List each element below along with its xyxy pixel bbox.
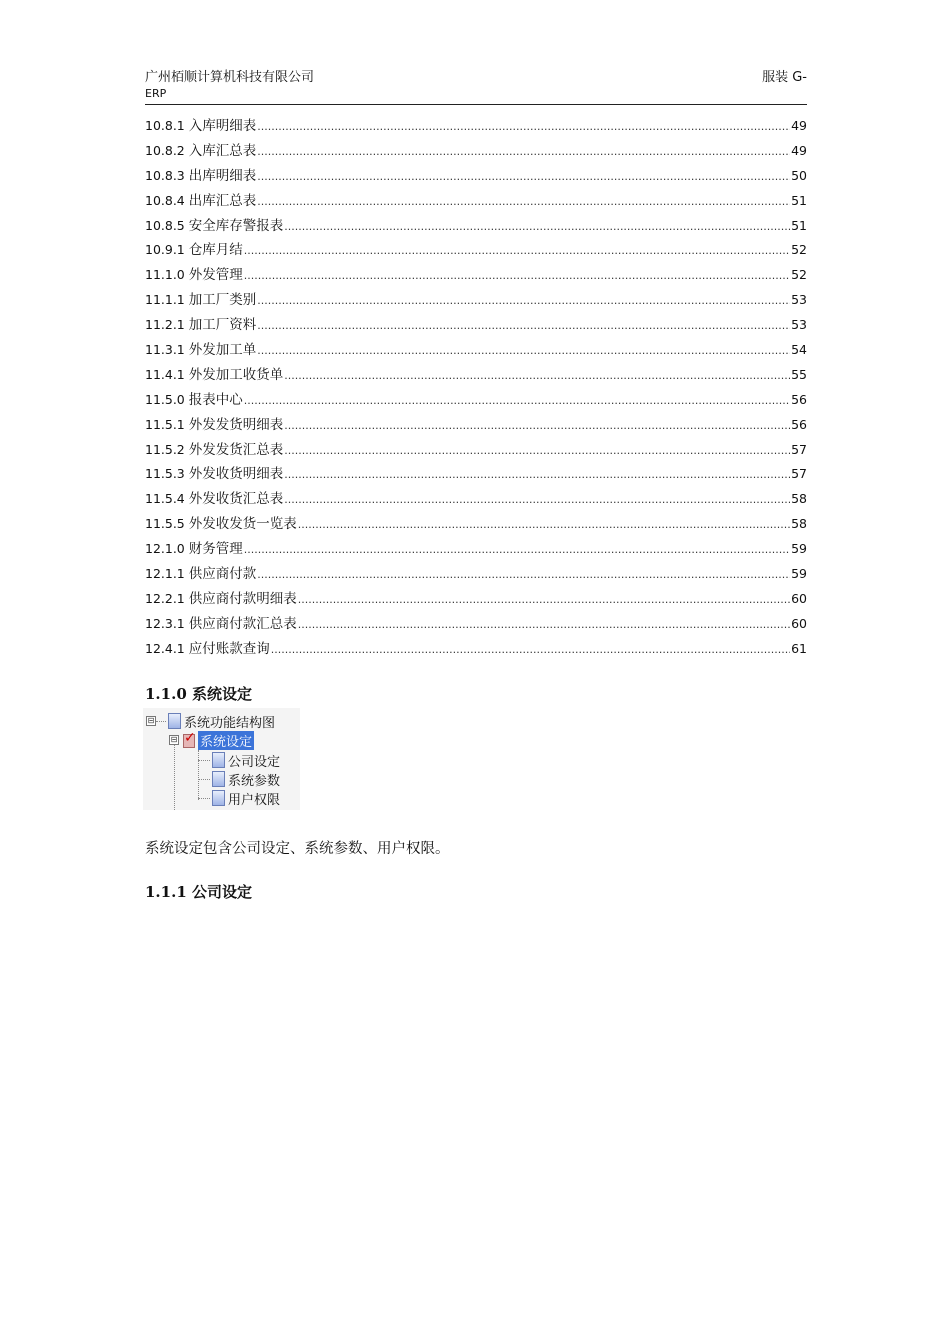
toc-page: 59 (791, 541, 807, 557)
tree-leaf-label: 用户权限 (228, 792, 281, 808)
toc-page: 52 (791, 267, 807, 283)
toc-entry[interactable] (145, 340, 807, 365)
tree-connector (198, 760, 210, 761)
toc-leader (284, 441, 790, 461)
header-company: 广州栢顺计算机科技有限公司 (145, 70, 315, 85)
toc-number: 11.5.4 (145, 491, 185, 507)
toc-number: 10.8.3 (145, 167, 185, 183)
toc-page: 56 (791, 391, 807, 407)
toc-entry[interactable] (145, 539, 807, 564)
function-tree-screenshot (143, 708, 300, 810)
toc-number: 10.8.4 (145, 192, 185, 208)
table-of-contents (145, 116, 807, 664)
toc-number: 11.3.1 (145, 342, 185, 358)
toc-entry[interactable] (145, 415, 807, 440)
toc-entry[interactable] (145, 464, 807, 489)
toc-page: 51 (791, 217, 807, 233)
toc-page: 57 (791, 441, 807, 457)
toc-title: 加工厂类别 (188, 292, 257, 309)
toc-leader (298, 515, 790, 535)
toc-page: 49 (791, 118, 807, 133)
toc-leader (271, 640, 790, 660)
toc-leader (244, 241, 790, 261)
section-heading: 1.1.0 系统设定 (145, 685, 252, 703)
toc-entry[interactable] (145, 191, 807, 216)
toc-title: 财务管理 (188, 541, 243, 558)
toc-entry[interactable] (145, 216, 807, 241)
toc-entry[interactable] (145, 315, 807, 340)
toc-entry[interactable] (145, 639, 807, 664)
toc-leader (244, 266, 790, 286)
toc-title: 外发收发货一览表 (188, 516, 297, 533)
header-product: 服装 G- (762, 70, 807, 85)
toc-leader (284, 366, 790, 386)
tree-leaf-parameters[interactable] (212, 770, 280, 788)
document-icon (212, 752, 225, 768)
toc-leader (298, 590, 790, 610)
toc-title: 外发管理 (188, 267, 243, 284)
toc-entry[interactable] (145, 116, 807, 141)
toc-title: 外发发货汇总表 (188, 441, 284, 458)
toc-page: 57 (791, 466, 807, 482)
toc-entry[interactable] (145, 514, 807, 539)
toc-title: 供应商付款 (188, 566, 257, 583)
toc-title: 加工厂资料 (188, 317, 257, 334)
toc-number: 10.8.2 (145, 142, 185, 158)
tree-node-label: 系统设定 (198, 731, 254, 750)
toc-title: 出库汇总表 (188, 192, 257, 209)
toc-number: 11.4.1 (145, 366, 185, 382)
toc-page: 60 (791, 615, 807, 631)
toc-title: 供应商付款明细表 (188, 590, 297, 607)
toc-page: 53 (791, 292, 807, 308)
toc-entry[interactable] (145, 589, 807, 614)
toc-number: 11.1.1 (145, 292, 185, 308)
toc-page: 58 (791, 491, 807, 507)
toc-page: 59 (791, 566, 807, 582)
toc-number: 10.9.1 (145, 242, 185, 258)
toc-number: 11.2.1 (145, 317, 185, 333)
toc-number: 12.1.0 (145, 541, 185, 557)
toc-number: 11.5.1 (145, 416, 185, 432)
toc-page: 50 (791, 167, 807, 183)
section-paragraph: 系统设定包含公司设定、系统参数、用户权限。 (145, 841, 450, 857)
toc-title: 外发加工单 (188, 342, 257, 359)
toc-leader (257, 341, 790, 361)
toc-leader (244, 540, 790, 560)
toc-entry[interactable] (145, 614, 807, 639)
toc-page: 60 (791, 590, 807, 606)
collapse-icon[interactable]: ⊟ (170, 735, 178, 744)
toc-entry[interactable] (145, 166, 807, 191)
tree-leaf-label: 系统参数 (228, 773, 281, 789)
header-product-continued: ERP (145, 87, 167, 100)
toc-leader (257, 142, 790, 162)
toc-number: 12.3.1 (145, 615, 185, 631)
document-icon (212, 771, 225, 787)
toc-number: 10.8.1 (145, 118, 185, 133)
collapse-icon[interactable]: ⊟ (147, 716, 155, 725)
toc-leader (284, 490, 790, 510)
toc-leader (257, 291, 790, 311)
toc-entry[interactable] (145, 290, 807, 315)
toc-number: 11.1.0 (145, 267, 185, 283)
tree-connector (198, 779, 210, 780)
toc-number: 12.4.1 (145, 640, 185, 656)
toc-page: 51 (791, 192, 807, 208)
toc-entry[interactable] (145, 141, 807, 166)
toc-leader (284, 217, 790, 237)
toc-title: 外发发货明细表 (188, 416, 284, 433)
toc-page: 58 (791, 516, 807, 532)
toc-entry[interactable] (145, 265, 807, 290)
toc-page: 52 (791, 242, 807, 258)
toc-page: 54 (791, 342, 807, 358)
toc-entry[interactable] (145, 489, 807, 514)
toc-entry[interactable] (145, 390, 807, 415)
check-icon (182, 733, 196, 747)
toc-leader (257, 565, 790, 585)
document-icon (168, 713, 181, 729)
toc-title: 入库汇总表 (188, 142, 257, 159)
toc-title: 入库明细表 (188, 118, 257, 134)
tree-root[interactable] (146, 712, 275, 730)
toc-number: 11.5.0 (145, 391, 185, 407)
toc-number: 10.8.5 (145, 217, 185, 233)
page-header (145, 66, 807, 105)
toc-title: 安全库存警报表 (188, 217, 284, 234)
toc-leader (284, 416, 790, 436)
toc-number: 12.2.1 (145, 590, 185, 606)
toc-leader (257, 316, 790, 336)
toc-leader (284, 465, 790, 485)
toc-title: 仓库月结 (188, 242, 243, 259)
toc-title: 外发收货明细表 (188, 466, 284, 483)
toc-leader (298, 615, 790, 635)
tree-leaf-company[interactable] (212, 751, 280, 769)
toc-page: 53 (791, 317, 807, 333)
section-heading: 1.1.1 公司设定 (145, 883, 252, 901)
toc-title: 供应商付款汇总表 (188, 615, 297, 632)
tree-connector (198, 798, 210, 799)
document-icon (212, 790, 225, 806)
tree-root-label: 系统功能结构图 (184, 715, 276, 731)
toc-title: 应付账款查询 (188, 640, 270, 657)
toc-number: 11.5.2 (145, 441, 185, 457)
toc-leader (257, 167, 790, 187)
toc-page: 49 (791, 142, 807, 158)
toc-leader (257, 192, 790, 212)
toc-leader (244, 391, 790, 411)
toc-title: 报表中心 (188, 391, 243, 408)
tree-connector (198, 750, 199, 800)
toc-page: 56 (791, 416, 807, 432)
toc-title: 出库明细表 (188, 167, 257, 184)
tree-node-system-settings[interactable] (169, 731, 254, 749)
toc-title: 外发加工收货单 (188, 366, 284, 383)
tree-leaf-permissions[interactable] (212, 789, 280, 807)
tree-leaf-label: 公司设定 (228, 754, 281, 770)
toc-title: 外发收货汇总表 (188, 491, 284, 508)
toc-entry[interactable] (145, 440, 807, 465)
toc-entry[interactable] (145, 365, 807, 390)
toc-entry[interactable] (145, 564, 807, 589)
toc-leader (257, 117, 790, 137)
toc-number: 11.5.3 (145, 466, 185, 482)
toc-page: 61 (791, 640, 807, 656)
toc-entry[interactable] (145, 240, 807, 265)
toc-number: 11.5.5 (145, 516, 185, 532)
toc-number: 12.1.1 (145, 566, 185, 582)
toc-page: 55 (791, 366, 807, 382)
